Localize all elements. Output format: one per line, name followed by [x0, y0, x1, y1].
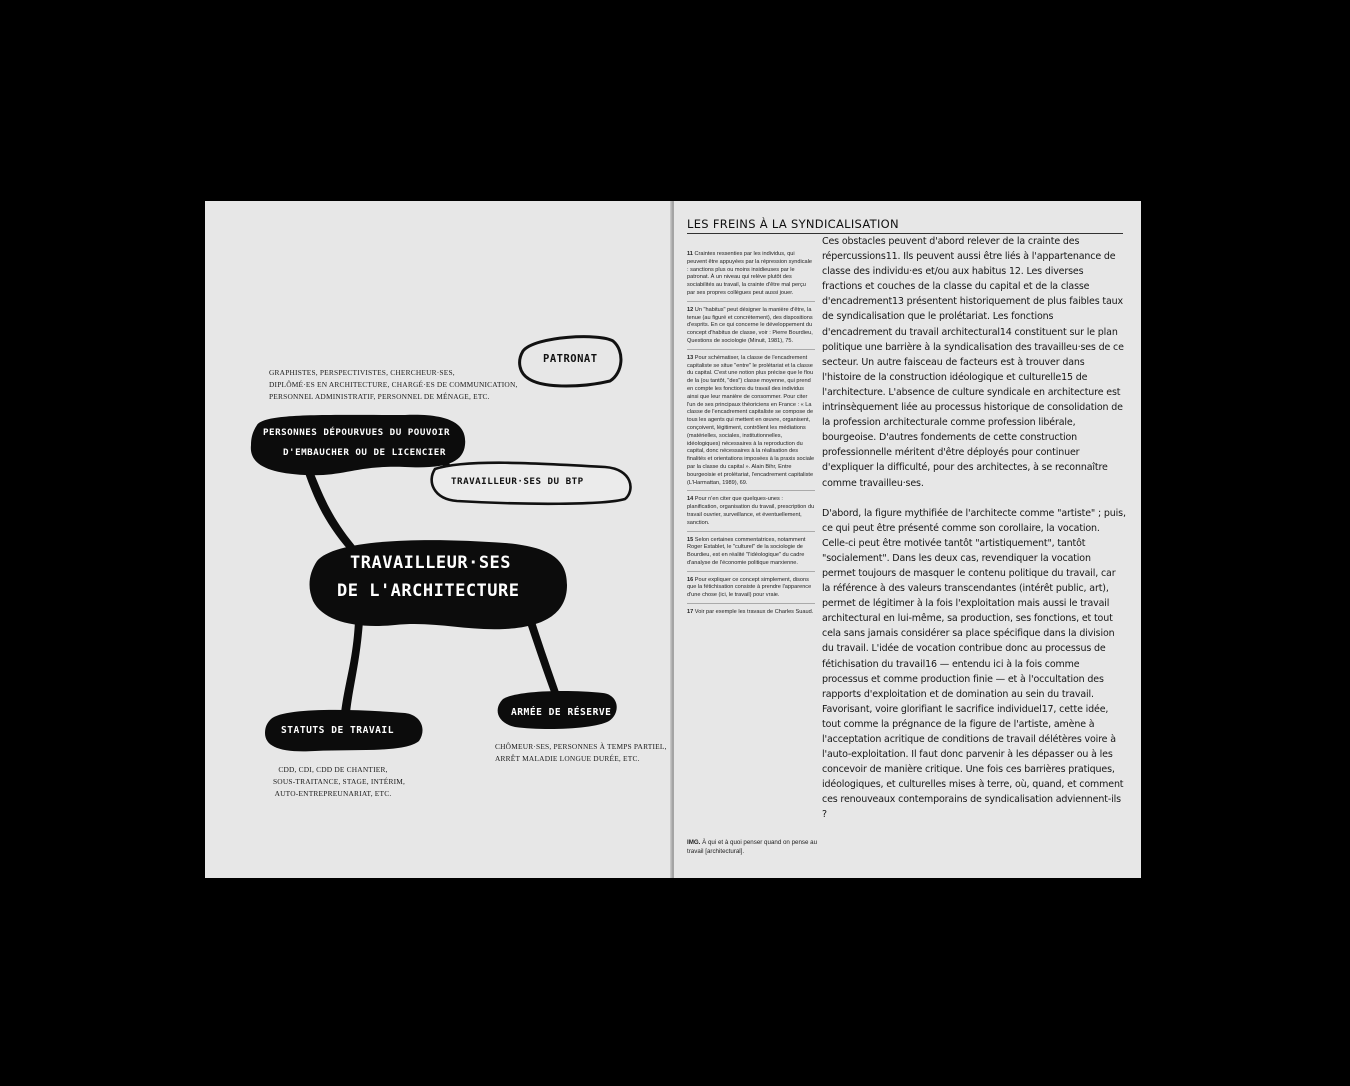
right-page — [674, 201, 1141, 878]
footnote-15: 15 Selon certaines commentatrices, notamment Roger Establet, le "culturel" de la sociologie de Bourdieu, est en réalité "l'idéologique" du cadre d'analyse de l'économie politique marxienne. — [687, 537, 815, 572]
bubble-personnes — [251, 415, 465, 475]
label-center-line1: TRAVAILLEUR·SES — [350, 553, 512, 573]
section-header: LES FREINS À LA SYNDICALISATION — [687, 217, 1123, 234]
connector-statuts — [341, 621, 363, 713]
footnote-12: 12 Un "habitus" peut désigner la manière d'être, la tenue (au figuré et concrètement), des dispositions d'esprits. En ce qui concerne le développement du concept d'habitus de classe, voir : Pierre Bourdieu, Questions de sociologie (Minuit, 1981), 75. — [687, 307, 815, 350]
note-statuts: CDD, CDI, CDD DE CHANTIER, SOUS-TRAITANCE, STAGE, INTÉRIM, AUTO-ENTREPREUNARIAT, ETC. — [273, 765, 406, 798]
footnote-11: 11 Craintes ressenties par les individus, qui peuvent être appuyées par la répression syndicale : sanctions plus ou moins insidieuses par le patronat. À un niveau qui relève plutôt des sociabilités au travail, la crainte d'être mal perçu par ses propres collègues peut aussi jouer. — [687, 251, 815, 302]
note-armee: CHÔMEUR·SES, PERSONNES À TEMPS PARTIEL, ARRÊT MALADIE LONGUE DURÉE, ETC. — [495, 742, 667, 763]
image-caption: IMG. À qui et à quoi penser quand on pense au travail [architectural]. — [687, 839, 818, 855]
connector-personnes — [305, 471, 355, 551]
body-text — [822, 234, 1126, 838]
label-personnes-line1: PERSONNES DÉPOURVUES DU POUVOIR — [263, 427, 450, 438]
footnote-17: 17 Voir par exemple les travaux de Charles Suaud. — [687, 609, 814, 616]
label-btp: TRAVAILLEUR·SES DU BTP — [451, 476, 584, 487]
label-statuts: STATUTS DE TRAVAIL — [281, 725, 394, 736]
paragraph-1: Ces obstacles peuvent d'abord relever de la crainte des répercussions11. Ils peuvent aussi être liés à l'appartenance de classe des individu·es et/ou aux habitus 12. Les diverses fractions et couches de la classe du capital et de la classe d'encadrement13 présentent historiquement de plus faibles taux de syndicalisation que le prolétariat. Les fonctions d'encadrement du travail architectural14 constituent sur le plan politique une barrière à la syndicalisation des travailleu·ses de ce secteur. Un autre faisceau de facteurs est à trouver dans l'histoire de la construction idéologique et culturelle15 de l'architecture. L'absence de culture syndicale en architecture est intrinsèquement liée au processus historique de consolidation de la profession architecturale comme profession libérale, bourgeoise. D'autres fondements de cette construction professionnelle méritent d'être déployés pour continuer d'expliquer la difficulté, pour des architectes, à se reconnaître comme travailleu·ses. — [822, 236, 1124, 489]
label-armee: ARMÉE DE RÉSERVE — [511, 707, 612, 718]
label-personnes-line2: D'EMBAUCHER OU DE LICENCIER — [283, 447, 446, 458]
left-page — [205, 201, 672, 878]
label-patronat: PATRONAT — [543, 353, 598, 365]
footnote-13: 13 Pour schématiser, la classe de l'encadrement capitaliste se situe "entre" le prolétariat et la classe du capital. C'est une notion plus précise que le flou de la (ou tantôt, "des") classe moyenne, qui prend en compte les fonctions du travail des individus ainsi que leur manière de consommer. Pour citer l'un de ses principaux théoriciens en France : « La classe de l'encadrement capitaliste se compose de tous les agents qui mettent en œuvre, organisent, conçoivent, légitiment, contrôlent les médiations (matérielles, sociales, institutionnelles, idéologiques) nécessaires à la reproduction du capital, donc nécessaires à la réalisation des finalités et orientations imposées à la praxis sociale par la classe du capital ». Alain Bihr, Entre bourgeoisie et prolétariat, l'encadrement capitaliste (L'Harmattan, 1989), 69. — [687, 355, 815, 492]
paragraph-2: D'abord, la figure mythifiée de l'architecte comme "artiste" ; puis, ce qui peut être présenté comme son corollaire, la vocation. Celle-ci peut être motivée tantôt "artistiquement", tantôt "socialement". Dans les deux cas, revendiquer la vocation permet toujours de masquer le contenu politique du travail, car la référence à des valeurs transcendantes (intérêt public, art), permet de légitimer à la fois l'exploitation mais aussi le travail architectural en lui-même, sa production, ses fonctions, et tout cela sans jamais considérer sa place spécifique dans la division du travail. L'idée de vocation contribue donc au processus de fétichisation du travail16 — entendu ici à la fois comme processus et comme production finie — et à l'occultation des rapports d'exploitation et de domination au sein du travail. Favorisant, voire glorifiant le sacrifice individuel17, cette idée, tout comme la prégnance de la figure de l'artiste, amène à l'acceptation acritique de conditions de travail délétères voire à l'auto-exploitation. Il faut donc parvenir à les dépasser ou à les concevoir de manière critique. Une fois ces barrières pratiques, idéologiques, et culturelles mises à terre, où, quand, et comment ces renouveaux contemporains de syndicalisation adviennent-ils ? — [822, 507, 1126, 821]
footnotes-column — [687, 251, 815, 625]
note-personnes: GRAPHISTES, PERSPECTIVISTES, CHERCHEUR·SES, DIPLÔMÉ·ES EN ARCHITECTURE, CHARGÉ·ES DE COMMUNICATION, PERSONNEL ADMINISTRATIF, PERSONNEL DE MÉNAGE, ETC. — [269, 368, 518, 401]
footnote-16: 16 Pour expliquer ce concept simplement, disons que la fétichisation consiste à prendre l'apparence d'une chose (ici, le travail) pour vraie. — [687, 577, 815, 604]
footnote-14: 14 Pour n'en citer que quelques-unes : planification, organisation du travail, prescription du travail ouvrier, surveillance, et éventuellement, sanction. — [687, 496, 815, 531]
label-center-line2: DE L'ARCHITECTURE — [337, 581, 520, 601]
